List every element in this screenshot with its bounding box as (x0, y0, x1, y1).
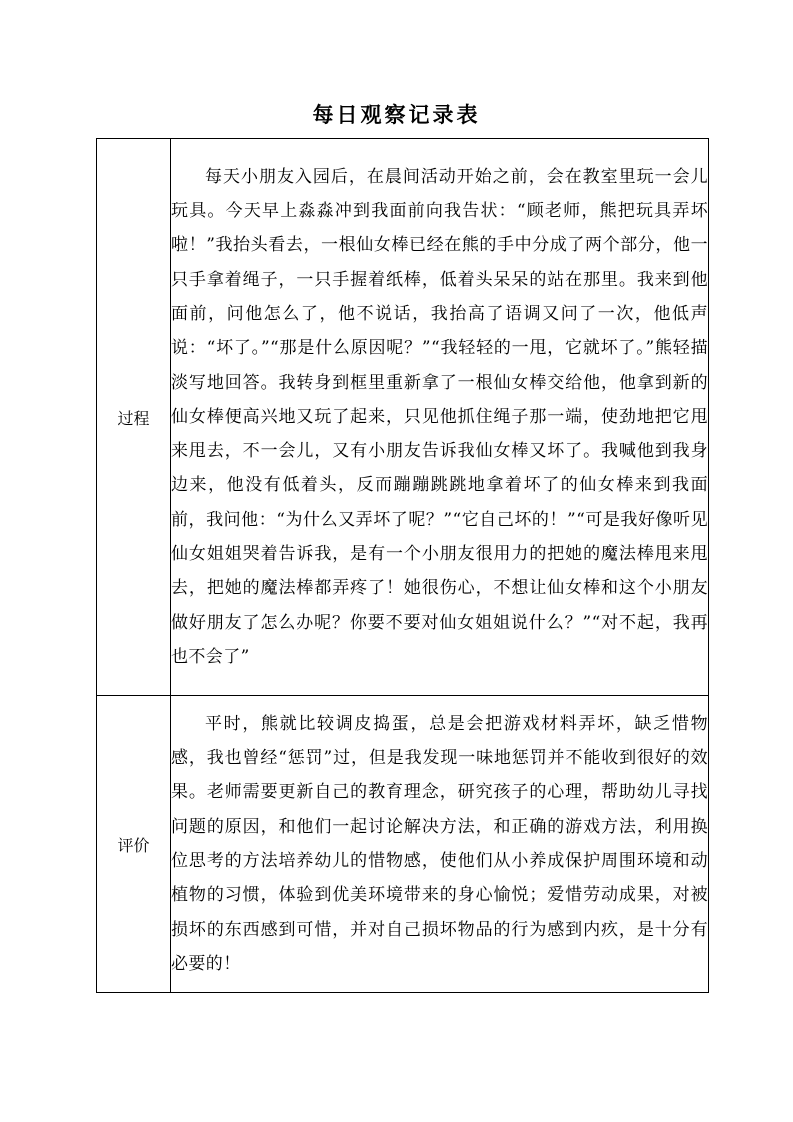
row-label-evaluation: 评价 (97, 696, 171, 993)
evaluation-paragraph: 平时，熊就比较调皮捣蛋，总是会把游戏材料弄坏，缺乏惜物感，我也曾经“惩罚”过，但是我发现一味地惩罚并不能收到很好的效果。老师需要更新自己的教育理念，研究孩子的心理，帮助幼儿寻找问题的原因，和他们一起讨论解决方法，和正确的游戏方法，利用换位思考的方法培养幼儿的惜物感，使他们从小养成保护周围环境和动植物的习惯，体验到优美环境带来的身心愉悦；爱惜劳动成果，对被损坏的东西感到可惜，并对自己损坏物品的行为感到内疚，是十分有必要的！ (171, 713, 708, 974)
table-row-evaluation (97, 696, 709, 993)
row-content-process (171, 139, 709, 696)
row-content-evaluation (171, 696, 709, 993)
observation-record-table (96, 138, 709, 993)
process-paragraph: 每天小朋友入园后，在晨间活动开始之前，会在教室里玩一会儿玩具。今天早上淼淼冲到我面前向我告状：“顾老师，熊把玩具弄坏啦！”我抬头看去，一根仙女棒已经在熊的手中分成了两个部分，他一只手拿着绳子，一只手握着纸棒，低着头呆呆的站在那里。我来到他面前，问他怎么了，他不说话，我抬高了语调又问了一次，他低声说：“坏了。”“那是什么原因呢？”“我轻轻的一甩，它就坏了。”熊轻描淡写地回答。我转身到框里重新拿了一根仙女棒交给他，他拿到新的仙女棒便高兴地又玩了起来，只见他抓住绳子那一端，使劲地把它甩来甩去，不一会儿，又有小朋友告诉我仙女棒又坏了。我喊他到我身边来，他没有低着头，反而蹦蹦跳跳地拿着坏了的仙女棒来到我面前，我问他：“为什么又弄坏了呢？”“它自己坏的！”“可是我好像听见仙女姐姐哭着告诉我，是有一个小朋友很用力的把她的魔法棒甩来甩去，把她的魔法棒都弄疼了！她很伤心，不想让仙女棒和这个小朋友做好朋友了怎么办呢？你要不要对仙女姐姐说什么？”“对不起，我再也不会了” (171, 166, 708, 667)
document-title: 每日观察记录表 (312, 102, 481, 127)
row-label-process: 过程 (97, 139, 171, 696)
table-row-process (97, 139, 709, 696)
